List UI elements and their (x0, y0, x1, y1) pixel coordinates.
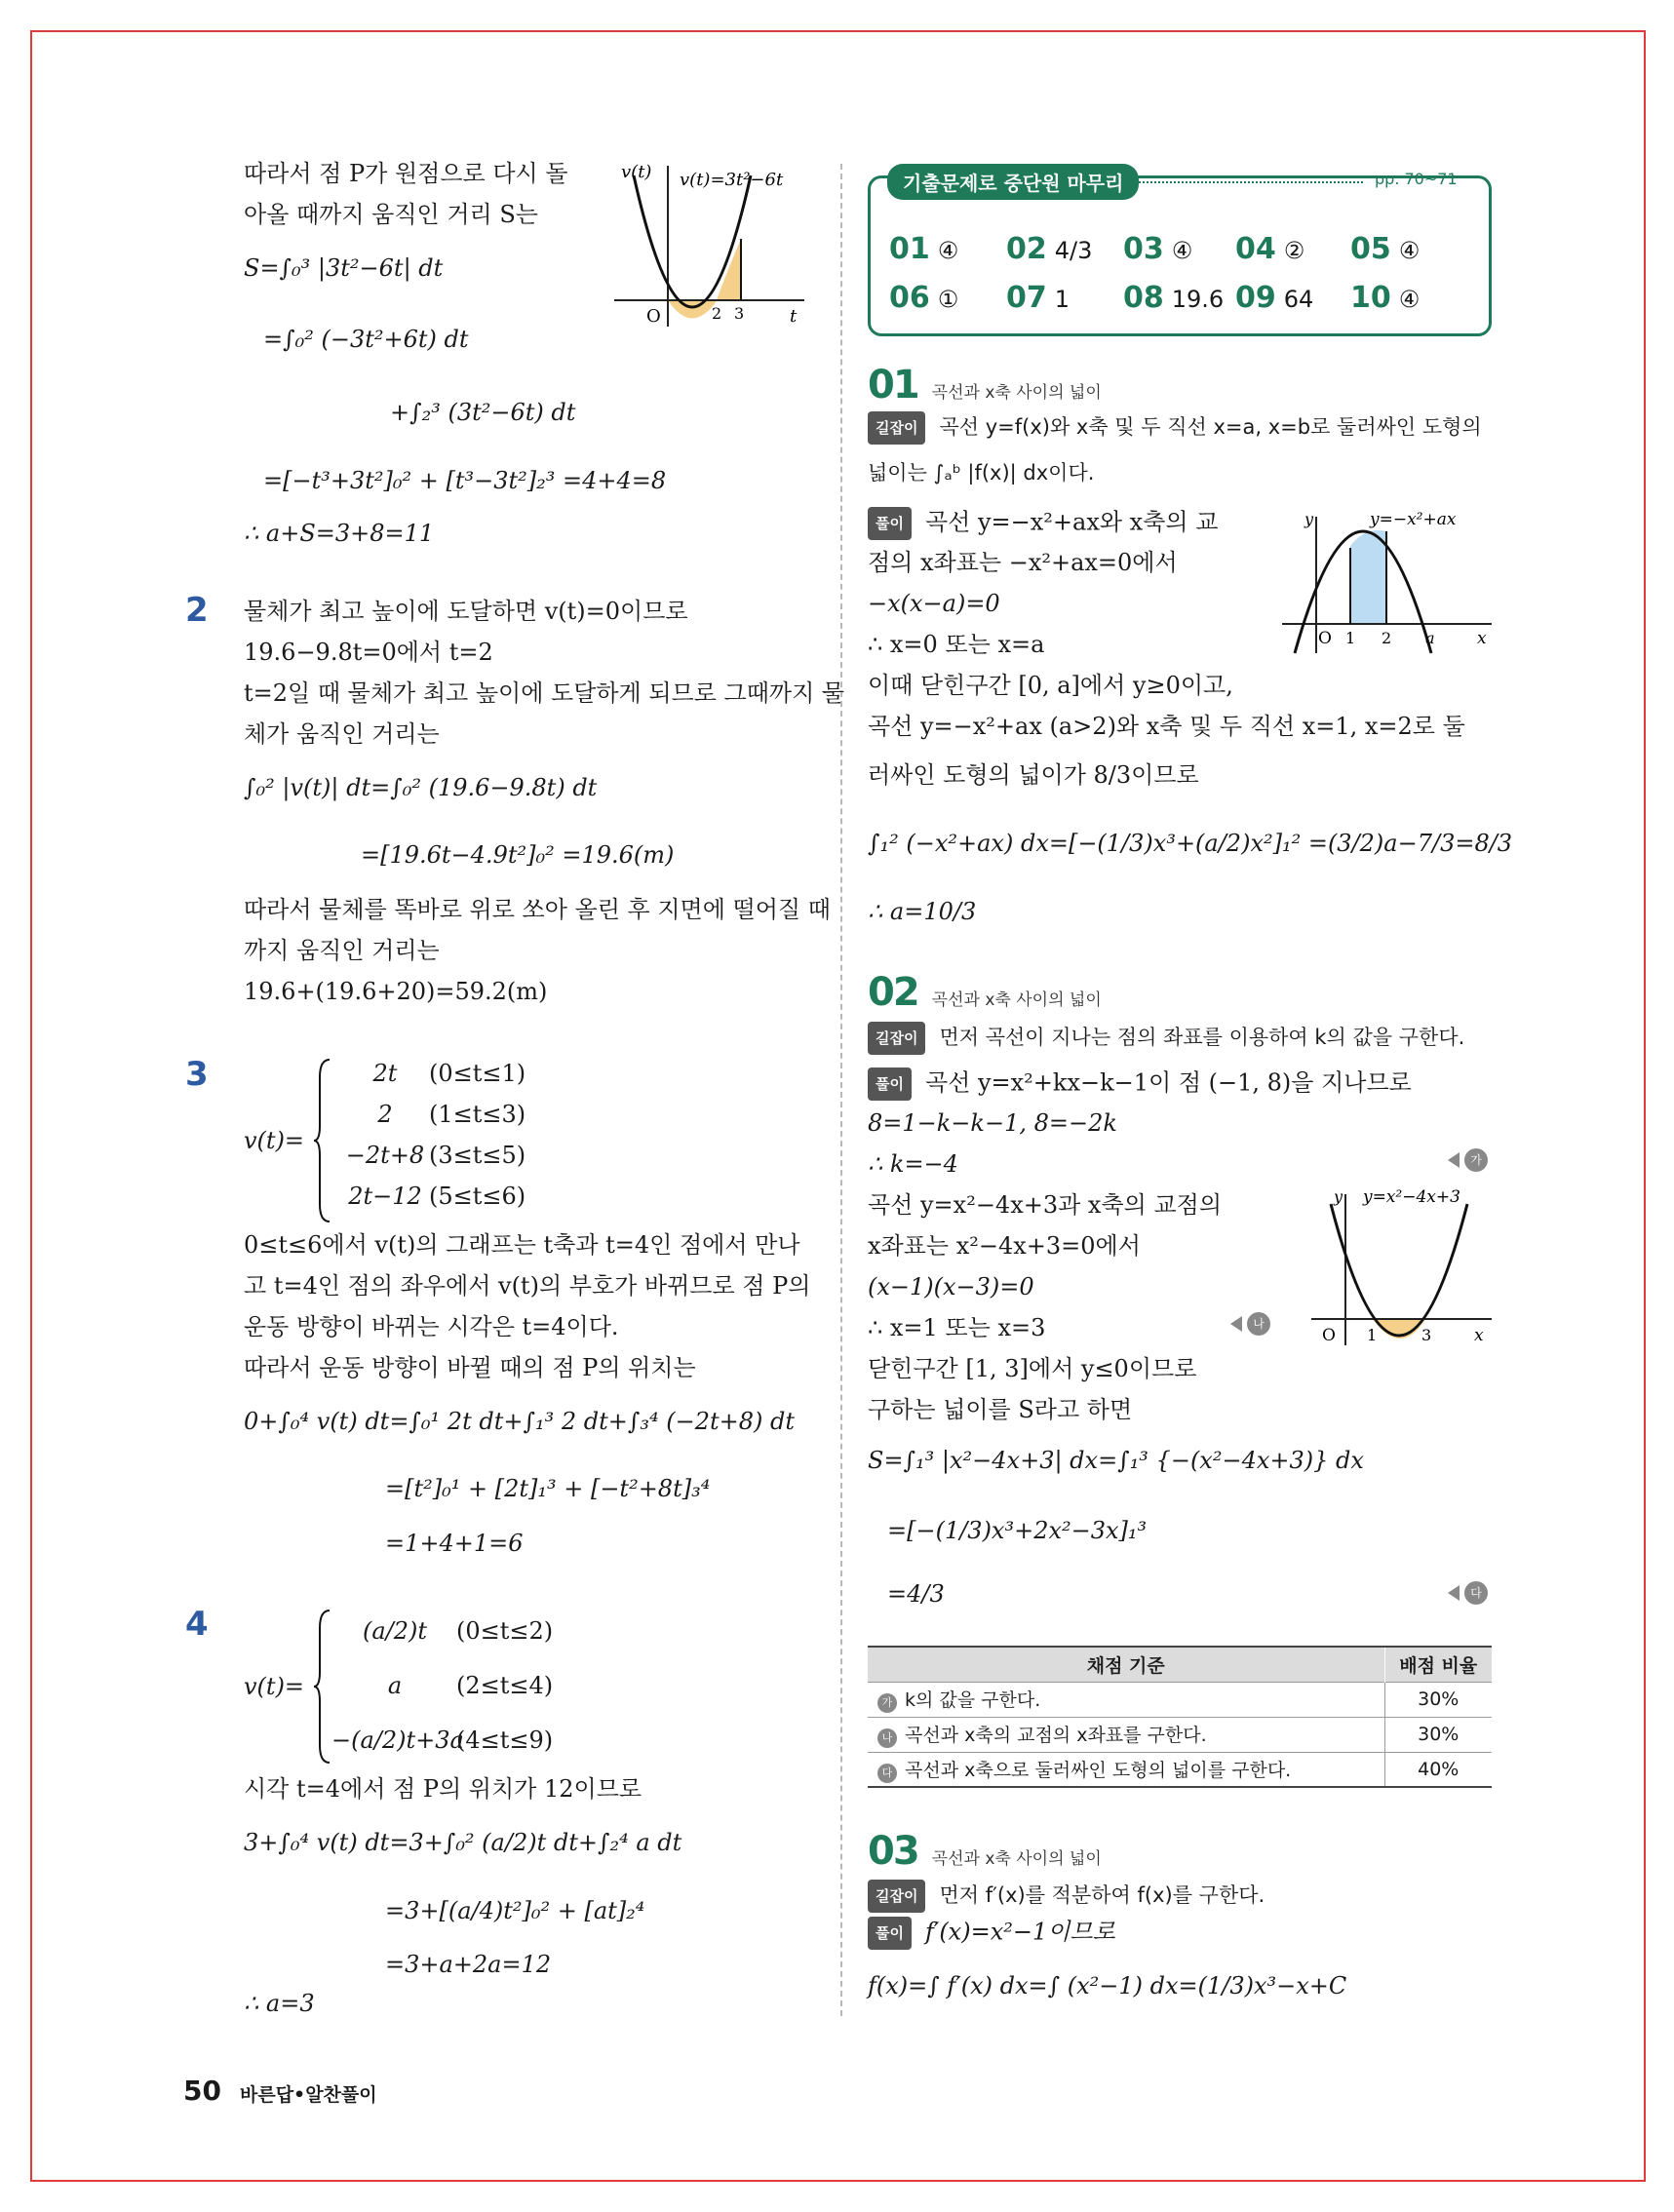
piece-expr: −2t+8 (345, 1142, 425, 1169)
piece-expr: 2 (377, 1101, 393, 1128)
dotted-rule (1139, 181, 1363, 183)
grading-table (868, 1646, 1492, 1788)
question-number: 03 (868, 1829, 918, 1874)
answer-value: ④ (937, 237, 959, 264)
equation-line: S=∫₀³ |3t²−6t| dt (244, 254, 444, 282)
piece-expr: −(a/2)t+3a (331, 1727, 464, 1754)
text-line: t=2일 때 물체가 최고 높이에 도달하게 되므로 그때까지 물 (244, 679, 845, 707)
table-header-row (868, 1647, 1492, 1682)
piece-expr: a (387, 1672, 403, 1699)
y-label: v(t) (621, 162, 652, 182)
question-header (868, 1829, 1102, 1874)
marker-arrow (1230, 1316, 1242, 1332)
solution-text: f′(x)=x²−1이므로 (924, 1918, 1115, 1946)
tick-label: 1 (1367, 1326, 1378, 1344)
answer-item (889, 281, 958, 315)
solution-line (868, 1917, 1115, 1950)
solution-line (868, 1067, 1412, 1101)
text-line: 따라서 운동 방향이 바뀔 때의 점 P의 위치는 (244, 1354, 696, 1381)
text-line: 19.6+(19.6+20)=59.2(m) (244, 978, 548, 1005)
criterion-text: k의 값을 구한다. (905, 1689, 1041, 1711)
score-cell: 30% (1384, 1717, 1492, 1752)
row-marker: 다 (877, 1764, 897, 1783)
solution-line (868, 507, 1218, 540)
tick-label: 2 (712, 304, 722, 323)
origin-label: O (1318, 629, 1332, 648)
question-number: 3 (185, 1055, 209, 1094)
question-title: 곡선과 x축 사이의 넓이 (931, 990, 1102, 1010)
solution-line: 러싸인 도형의 넓이가 8/3이므로 (868, 761, 1199, 789)
row-marker: 나 (877, 1728, 897, 1748)
text-line: 고 t=4인 점의 좌우에서 v(t)의 부호가 바뀌므로 점 P의 (244, 1272, 811, 1300)
question-header (868, 970, 1102, 1015)
piece-cond: (3≤t≤5) (429, 1142, 526, 1169)
curve-label: y=−x²+ax (1370, 510, 1457, 529)
hint-text: 넓이는 ∫ₐᵇ |f(x)| dx이다. (868, 461, 1095, 485)
answer-item (1123, 232, 1192, 266)
marker-arrow (1448, 1152, 1460, 1168)
solution-line: −x(x−a)=0 (868, 590, 1000, 617)
tick-label: 3 (734, 304, 745, 323)
answer-item (1235, 281, 1313, 315)
parabola-curve (1331, 1204, 1467, 1336)
area-fill (1350, 530, 1386, 624)
equation-line: =3+[(a/4)t²]₀² + [at]₂⁴ (385, 1897, 645, 1924)
score-cell: 40% (1384, 1752, 1492, 1787)
equation-line: =[−t³+3t²]₀² + [t³−3t²]₂³ =4+4=8 (263, 467, 667, 494)
hint-badge: 길잡이 (868, 411, 925, 445)
hint-badge: 길잡이 (868, 1022, 925, 1055)
text-line: 시각 t=4에서 점 P의 위치가 12이므로 (244, 1775, 642, 1803)
q01-graph (1277, 507, 1497, 663)
footer-title: 바른답•알찬풀이 (240, 2084, 377, 2106)
tick-label: a (1425, 629, 1435, 647)
text-line: 운동 방향이 바뀌는 시각은 t=4이다. (244, 1313, 619, 1340)
answer-item (1350, 281, 1420, 315)
text-line: 19.6−9.8t=0에서 t=2 (244, 639, 493, 666)
solution-line: ∴ k=−4 (868, 1150, 958, 1178)
table-header: 배점 비율 (1384, 1647, 1492, 1682)
piece-cond: (0≤t≤2) (456, 1617, 554, 1645)
text-line: 0≤t≤6에서 v(t)의 그래프는 t축과 t=4인 점에서 만나 (244, 1231, 800, 1259)
origin-label: O (1322, 1326, 1336, 1345)
answer-value: ④ (1398, 237, 1421, 264)
question-title: 곡선과 x축 사이의 넓이 (931, 1849, 1102, 1869)
table-row (868, 1717, 1492, 1752)
hint-text: 먼저 곡선이 지나는 점의 좌표를 이용하여 k의 값을 구한다. (939, 1026, 1465, 1049)
solution-line: (x−1)(x−3)=0 (868, 1273, 1034, 1300)
piece-expr: 2t (372, 1060, 398, 1087)
brace (314, 1609, 333, 1765)
text-line: 따라서 점 P가 원점으로 다시 돌 (244, 160, 568, 187)
tick-label: 3 (1421, 1326, 1432, 1344)
hint-line (868, 411, 1482, 445)
equation-line: ∴ a+S=3+8=11 (244, 520, 435, 547)
solution-text: 곡선 y=−x²+ax와 x축의 교 (924, 508, 1219, 536)
x-label: x (1474, 1326, 1484, 1345)
solution-badge: 풀이 (868, 1067, 912, 1101)
solution-line: 이때 닫힌구간 [0, a]에서 y≥0이고, (868, 672, 1233, 699)
answer-item (889, 232, 958, 266)
brace (314, 1058, 333, 1223)
piece-cond: (5≤t≤6) (429, 1183, 526, 1210)
equation-line: =[19.6t−4.9t²]₀² =19.6(m) (361, 841, 675, 869)
marker-ga: 가 (1464, 1148, 1488, 1172)
equation-line: ∴ a=3 (244, 1990, 315, 2017)
table-cell (868, 1717, 1384, 1752)
piece-cond: (4≤t≤9) (456, 1727, 554, 1754)
answer-number: 05 (1350, 232, 1391, 266)
score-cell: 30% (1384, 1682, 1492, 1717)
tick-label: 2 (1382, 629, 1392, 647)
answer-number: 10 (1350, 281, 1391, 315)
equation-line: ∫₁² (−x²+ax) dx=[−(1/3)x³+(a/2)x²]₁² =(3/2)a−7/3=8/3 (868, 830, 1513, 857)
question-title: 곡선과 x축 사이의 넓이 (931, 383, 1102, 403)
answer-item (1235, 232, 1304, 266)
answer-value: ① (937, 286, 959, 313)
equation-line: f(x)=∫ f′(x) dx=∫ (x²−1) dx=(1/3)x³−x+C (868, 1972, 1347, 1999)
origin-label: O (646, 306, 661, 327)
criterion-text: 곡선과 x축으로 둘러싸인 도형의 넓이를 구한다. (905, 1759, 1292, 1781)
equation-line: =[−(1/3)x³+2x²−3x]₁³ (887, 1517, 1148, 1544)
equation-line: =[t²]₀¹ + [2t]₁³ + [−t²+8t]₃⁴ (385, 1475, 711, 1502)
piece-expr: (a/2)t (362, 1617, 428, 1645)
equation-line: +∫₂³ (3t²−6t) dt (390, 399, 576, 426)
table-header: 채점 기준 (868, 1647, 1384, 1682)
answer-item (1006, 232, 1092, 266)
equation-line: =1+4+1=6 (385, 1530, 524, 1557)
column-divider (840, 164, 842, 2016)
answer-value: ② (1283, 237, 1305, 264)
answer-number: 07 (1006, 281, 1047, 315)
answer-value: 1 (1054, 286, 1071, 313)
y-label: y (1334, 1187, 1343, 1206)
equation-line: =3+a+2a=12 (385, 1951, 552, 1978)
text-line: 물체가 최고 높이에 도달하면 v(t)=0이므로 (244, 598, 688, 625)
solution-line: ∴ x=1 또는 x=3 (868, 1314, 1046, 1341)
x-label: t (790, 306, 798, 327)
solution-line: 곡선 y=−x²+ax (a>2)와 x축 및 두 직선 x=1, x=2로 둘 (868, 713, 1465, 740)
answer-number: 08 (1123, 281, 1164, 315)
answer-number: 02 (1006, 232, 1047, 266)
equation-line: ∫₀² |v(t)| dt=∫₀² (19.6−9.8t) dt (244, 774, 598, 801)
question-number: 02 (868, 970, 918, 1015)
piece-cond: (1≤t≤3) (429, 1101, 526, 1128)
equation-line: ∴ a=10/3 (868, 898, 977, 925)
solution-badge: 풀이 (868, 507, 912, 540)
answer-number: 03 (1123, 232, 1164, 266)
answer-value: ④ (1398, 286, 1421, 313)
question-number: 2 (185, 591, 209, 630)
text-line: 까지 움직인 거리는 (244, 937, 440, 964)
answer-value: 64 (1283, 286, 1314, 313)
answer-value: 19.6 (1171, 286, 1225, 313)
question-number: 01 (868, 363, 918, 407)
question-header (868, 363, 1102, 407)
solution-line: 점의 x좌표는 −x²+ax=0에서 (868, 549, 1178, 576)
answer-number: 04 (1235, 232, 1276, 266)
curve-label: y=x²−4x+3 (1363, 1187, 1460, 1207)
answer-value: ④ (1171, 237, 1193, 264)
hint-text: 곡선 y=f(x)와 x축 및 두 직선 x=a, x=b로 둘러싸인 도형의 (939, 415, 1482, 439)
page-reference: pp. 70~71 (1375, 170, 1458, 188)
hint-text: 먼저 f′(x)를 적분하여 f(x)를 구한다. (939, 1883, 1265, 1907)
answer-value: 4/3 (1054, 237, 1093, 264)
hint-line (868, 1022, 1464, 1055)
hint-badge: 길잡이 (868, 1880, 925, 1913)
answer-number: 06 (889, 281, 930, 315)
curve-label: v(t)=3t²−6t (680, 170, 784, 190)
solution-text: 곡선 y=x²+kx−k−1이 점 (−1, 8)을 지나므로 (924, 1068, 1412, 1097)
tick-label: 1 (1345, 629, 1356, 647)
equation-line: 3+∫₀⁴ v(t) dt=3+∫₀² (a/2)t dt+∫₂⁴ a dt (244, 1829, 682, 1856)
answer-number: 01 (889, 232, 930, 266)
velocity-graph (609, 156, 819, 331)
piece-cond: (2≤t≤4) (456, 1672, 554, 1699)
area-fill-above (717, 239, 741, 300)
answer-title: 기출문제로 중단원 마무리 (887, 164, 1139, 200)
answer-item (1350, 232, 1420, 266)
row-marker: 가 (877, 1693, 897, 1713)
marker-na: 나 (1247, 1312, 1270, 1336)
table-row (868, 1682, 1492, 1717)
piece-cond: (0≤t≤1) (429, 1060, 526, 1087)
answer-item (1006, 281, 1070, 315)
text-line: 아올 때까지 움직인 거리 S는 (244, 201, 538, 228)
answer-number: 09 (1235, 281, 1276, 315)
solution-badge: 풀이 (868, 1917, 912, 1950)
table-cell (868, 1752, 1384, 1787)
solution-line: ∴ x=0 또는 x=a (868, 631, 1045, 658)
hint-line (868, 1880, 1265, 1913)
text-line: 따라서 물체를 똑바로 위로 쏘아 올린 후 지면에 떨어질 때 (244, 896, 831, 923)
equation-line: =4/3 (887, 1580, 945, 1608)
equation-line: 0+∫₀⁴ v(t) dt=∫₀¹ 2t dt+∫₁³ 2 dt+∫₃⁴ (−2t+8) dt (244, 1408, 795, 1435)
solution-line: x좌표는 x²−4x+3=0에서 (868, 1232, 1141, 1260)
criterion-text: 곡선과 x축의 교점의 x좌표를 구한다. (905, 1725, 1207, 1746)
equation-line: =∫₀² (−3t²+6t) dt (263, 326, 469, 353)
text-line: 체가 움직인 거리는 (244, 720, 440, 748)
marker-da: 다 (1464, 1581, 1488, 1605)
page-number: 50 (183, 2075, 221, 2107)
solution-line: 곡선 y=x²−4x+3과 x축의 교점의 (868, 1191, 1223, 1219)
solution-line: 닫힌구간 [1, 3]에서 y≤0이므로 (868, 1355, 1197, 1382)
q02-graph (1306, 1184, 1497, 1350)
marker-arrow (1448, 1585, 1460, 1601)
table-cell (868, 1682, 1384, 1717)
y-label: y (1304, 510, 1314, 528)
piecewise-lhs: v(t)= (244, 1673, 305, 1700)
piecewise-lhs: v(t)= (244, 1127, 305, 1154)
equation-line: S=∫₁³ |x²−4x+3| dx=∫₁³ {−(x²−4x+3)} dx (868, 1447, 1364, 1474)
x-label: x (1477, 629, 1487, 648)
piece-expr: 2t−12 (348, 1183, 422, 1210)
question-number: 4 (185, 1605, 209, 1644)
table-row (868, 1752, 1492, 1787)
solution-line: 8=1−k−k−1, 8=−2k (868, 1109, 1117, 1137)
solution-line: 구하는 넓이를 S라고 하면 (868, 1396, 1133, 1423)
answer-item (1123, 281, 1224, 315)
